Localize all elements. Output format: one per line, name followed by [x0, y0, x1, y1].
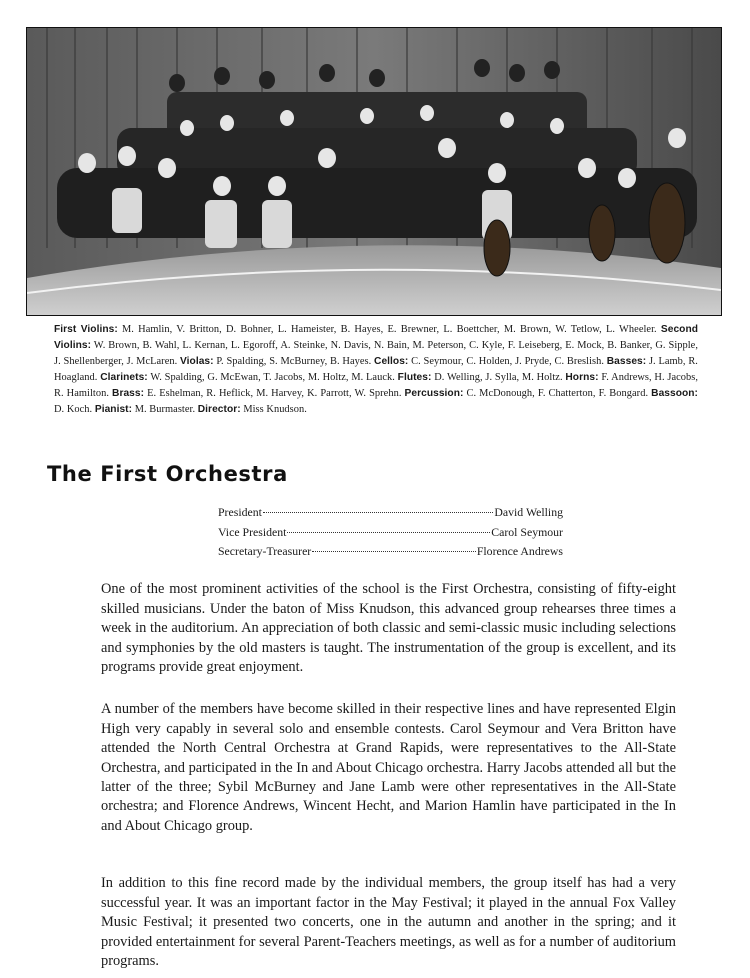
roster-director: Director: Miss Knudson. — [197, 403, 307, 415]
roster-second-violins: Second Violins: W. Brown, B. Wahl, L. Kernan, L. Egoroff, A. Steinke, N. Davis, N. Bain, M. Peterson, C. Kyle, F. Leiseberg, E. Mock, B. Banker, G. Sipple, J. Shellenberger, J. McLaren. — [54, 324, 698, 367]
dot-leader — [287, 532, 490, 533]
officer-role: Secretary-Treasurer — [218, 544, 312, 559]
roster-bassoon: Bassoon: D. Koch. — [54, 387, 698, 415]
officers-list — [218, 503, 563, 562]
orchestra-photo — [26, 27, 722, 316]
roster-brass: Brass: E. Eshelman, R. Heflick, M. Harvey, K. Parrott, W. Sprehn. — [112, 387, 402, 399]
officer-role: Vice President — [218, 524, 287, 539]
officer-role: President — [218, 505, 262, 519]
roster-horns: Horns: F. Andrews, H. Jacobs, R. Hamilton. — [54, 371, 699, 399]
body-paragraph-2: A number of the members have become skilled in their respective lines and have represented Elgin High very capably in several solo and ensemble contests. Carol Seymour and Vera Britton have attended the North Central Orchestra at Grand Rapids, were representatives to the All-State Orchestra, and participated in the In and About Chicago orchestra. Harry Jacobs attended all but the latter of the three; Sybil McBurney and Jane Lamb were other representatives in the All-State orchestra; and Florence Andrews, Wincent Hecht, and Marion Hamlin have participated in the In and About Chicago group. — [101, 701, 676, 834]
dot-leader — [263, 512, 493, 513]
page-title: The First Orchestra — [47, 462, 288, 486]
roster-percussion: Percussion: C. McDonough, F. Chatterton, F. Bongard. — [404, 387, 649, 399]
officer-row-secretary-treasurer — [218, 542, 563, 562]
officer-row-president — [218, 503, 563, 523]
roster-cellos: Cellos: C. Seymour, C. Holden, J. Pryde, C. Breslish. — [374, 355, 604, 367]
orchestra-photo-image — [27, 28, 721, 315]
body-paragraph-3: In addition to this fine record made by the individual members, the group itself has had a very successful year. It was an important factor in the May Festival; it played in the annual Fox Valley Music Festival; it presented two concerts, one in the autumn and another in the spring; and it provided entertainment for several Parent-Teachers meetings, as well as for a number of auditorium programs. — [101, 875, 676, 970]
officer-name: Carol Seymour — [491, 524, 563, 539]
body-paragraph-1: One of the most prominent activities of the school is the First Orchestra, consisting of fifty-eight skilled musicians. Under the baton of Miss Knudson, this advanced group rehearses three times a week in the auditorium. An appreciation of both classic and semi-classic music including selections and symphonies by the old masters is taught. The instrumentation of the group is excellent, and its programs provide great enjoyment. — [101, 581, 676, 676]
roster-flutes: Flutes: D. Welling, J. Sylla, M. Holtz. — [397, 371, 563, 383]
roster-clarinets: Clarinets: W. Spalding, G. McEwan, T. Jacobs, M. Holtz, M. Lauck. — [100, 371, 395, 383]
roster-first-violins: First Violins: M. Hamlin, V. Britton, D. Bohner, L. Hameister, B. Hayes, E. Brewner, L. Boettcher, M. Brown, W. Tetlow, L. Wheeler. — [54, 324, 657, 335]
officer-name: Florence Andrews — [476, 544, 563, 559]
roster-basses: Basses: J. Lamb, R. Hoagland. — [54, 355, 698, 383]
roster-caption — [54, 322, 698, 417]
officer-row-vice-president — [218, 523, 563, 543]
roster-pianist: Pianist: M. Burmaster. — [94, 403, 196, 415]
officer-name: David Welling — [494, 505, 563, 519]
roster-violas: Violas: P. Spalding, S. McBurney, B. Hayes. — [180, 355, 372, 367]
dot-leader — [312, 551, 476, 552]
